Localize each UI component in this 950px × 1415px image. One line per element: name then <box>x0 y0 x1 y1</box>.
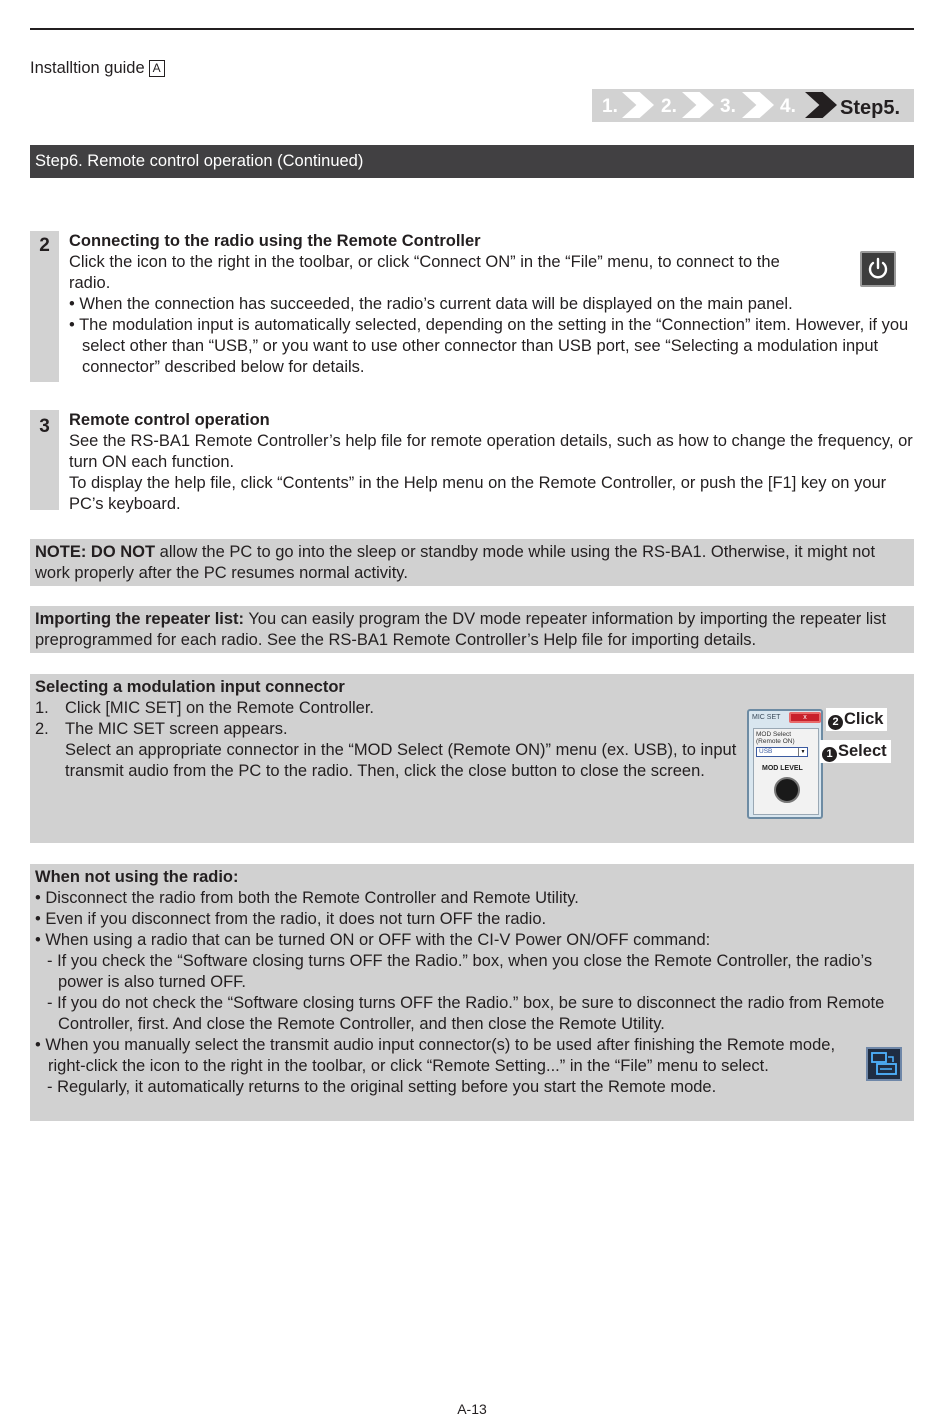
selecting-step-2-num: 2. <box>35 720 49 738</box>
guide-label-text: Installtion guide <box>30 59 145 77</box>
top-rule <box>30 28 914 30</box>
step-2-title: Connecting to the radio using the Remote Controller <box>69 232 481 250</box>
step-2-block <box>30 231 914 382</box>
dropdown-arrow-icon: ▼ <box>798 748 807 756</box>
mod-select-dropdown[interactable] <box>756 747 808 757</box>
mod-select-label-line-1: MOD Select <box>756 731 792 738</box>
step-nav-4: 4. <box>780 96 796 117</box>
callout-select-text: Select <box>838 742 887 760</box>
step-3-number: 3 <box>30 410 59 510</box>
step-navigation <box>592 89 914 122</box>
step-3-block <box>30 410 914 513</box>
note-box <box>30 539 914 586</box>
chevron-right-dark-icon <box>805 92 837 118</box>
importing-text: You can easily program the DV mode repeater information by importing the repeater list preprogrammed for each radio. See the RS-BA1 Remote Controller’s Help file for importing details. <box>35 610 887 649</box>
not-using-bullet-2: • Even if you disconnect from the radio, it does not turn OFF the radio. <box>35 910 547 928</box>
step-2-line-1: Click the icon to the right in the toolbar, or click “Connect ON” in the “File” menu, to connect to the <box>69 253 780 271</box>
step-2-body <box>69 231 914 378</box>
step-2-bullet-1: • When the connection has succeeded, the radio’s current data will be displayed on the main panel. <box>69 295 793 313</box>
mic-set-close-button[interactable]: x <box>789 712 821 723</box>
step-nav-1: 1. <box>602 96 618 117</box>
callout-click-text: Click <box>844 710 884 728</box>
callout-select-number: 1 <box>822 747 837 762</box>
selecting-step-2-detail-text: Select an appropriate connector in the “MOD Select (Remote ON)” menu (ex. USB), to input transmit audio from the PC to the radio. Then, click the close button to close the screen. <box>65 741 737 780</box>
step-3-para-2: To display the help file, click “Contents” in the Help menu on the Remote Controller, or push the [F1] key on your PC’s keyboard. <box>69 474 887 513</box>
note-text: allow the PC to go into the sleep or standby mode while using the RS-BA1. Otherwise, it might not work properly after the PC resumes normal activity. <box>35 543 876 582</box>
callout-click-number: 2 <box>828 715 843 730</box>
chevron-right-icon <box>742 92 774 118</box>
remote-setting-icon <box>866 1047 902 1081</box>
not-using-dash-3: - Regularly, it automatically returns to the original setting before you start the Remote mode. <box>47 1078 717 1096</box>
page-number: A-13 <box>457 1401 487 1415</box>
mod-select-value: USB <box>759 748 773 755</box>
selecting-box <box>30 674 914 843</box>
step-3-para-1: See the RS-BA1 Remote Controller’s help file for remote operation details, such as how to change the frequency, or turn ON each function. <box>69 432 913 471</box>
step-2-line-2: radio. <box>69 274 111 292</box>
step-nav-3: 3. <box>720 96 736 117</box>
callout-select <box>820 740 891 763</box>
callout-click <box>826 708 887 731</box>
step-3-body <box>69 410 914 515</box>
step-3-title: Remote control operation <box>69 411 270 429</box>
section-title: Step6. Remote control operation (Continued) <box>35 152 364 170</box>
not-using-box <box>30 864 914 1121</box>
not-using-title: When not using the radio: <box>35 868 239 886</box>
mic-set-content <box>753 728 819 815</box>
step-2-number: 2 <box>30 231 59 382</box>
note-lead: NOTE: DO NOT <box>35 543 156 561</box>
step-nav-current: Step5. <box>840 97 901 119</box>
selecting-step-2-detail <box>35 740 748 782</box>
not-using-dash-1: - If you check the “Software closing turns OFF the Radio.” box, when you close the Remote Controller, the radio’s power is also turned OFF. <box>47 952 873 991</box>
selecting-title: Selecting a modulation input connector <box>35 678 345 696</box>
step-nav-2: 2. <box>661 96 677 117</box>
section-title-bar <box>30 145 914 178</box>
not-using-bullet-3: • When using a radio that can be turned ON or OFF with the CI-V Power ON/OFF command: <box>35 931 711 949</box>
mic-set-title: MIC SET <box>752 714 781 721</box>
guide-label <box>30 58 165 79</box>
guide-badge: A <box>149 60 165 77</box>
step-2-bullet-2: • The modulation input is automatically selected, depending on the setting in the “Connection” item. However, if you select other than “USB,” or you want to use other connector than USB port, see “Selecting a modulation input connector” described below for details. <box>69 316 909 376</box>
selecting-step-1-text: Click [MIC SET] on the Remote Controller. <box>65 699 375 717</box>
not-using-dash-2: - If you do not check the “Software closing turns OFF the Radio.” box, be sure to disconnect the radio from Remote Controller, first. And close the Remote Controller, and then close the Remote Utility. <box>47 994 885 1033</box>
chevron-right-icon <box>682 92 714 118</box>
not-using-bullet-4: • When you manually select the transmit audio input connector(s) to be used after finishing the Remote mode, right-click the icon to the right in the toolbar, or click “Remote Setting...” in the “File” menu to select. <box>35 1036 836 1075</box>
power-icon <box>860 251 896 287</box>
importing-lead: Importing the repeater list: <box>35 610 245 628</box>
selecting-step-2-text: The MIC SET screen appears. <box>65 720 288 738</box>
importing-box <box>30 606 914 653</box>
mod-level-label: MOD LEVEL <box>762 765 803 772</box>
mod-select-label <box>756 731 795 745</box>
power-icon-glyph <box>862 253 894 285</box>
mod-level-knob[interactable] <box>774 777 800 803</box>
mic-set-window <box>747 709 823 819</box>
chevron-right-icon <box>622 92 654 118</box>
remote-setting-glyph <box>868 1049 900 1079</box>
mod-select-label-line-2: (Remote ON) <box>756 738 795 745</box>
selecting-step-1-num: 1. <box>35 699 49 717</box>
not-using-bullet-1: • Disconnect the radio from both the Remote Controller and Remote Utility. <box>35 889 579 907</box>
